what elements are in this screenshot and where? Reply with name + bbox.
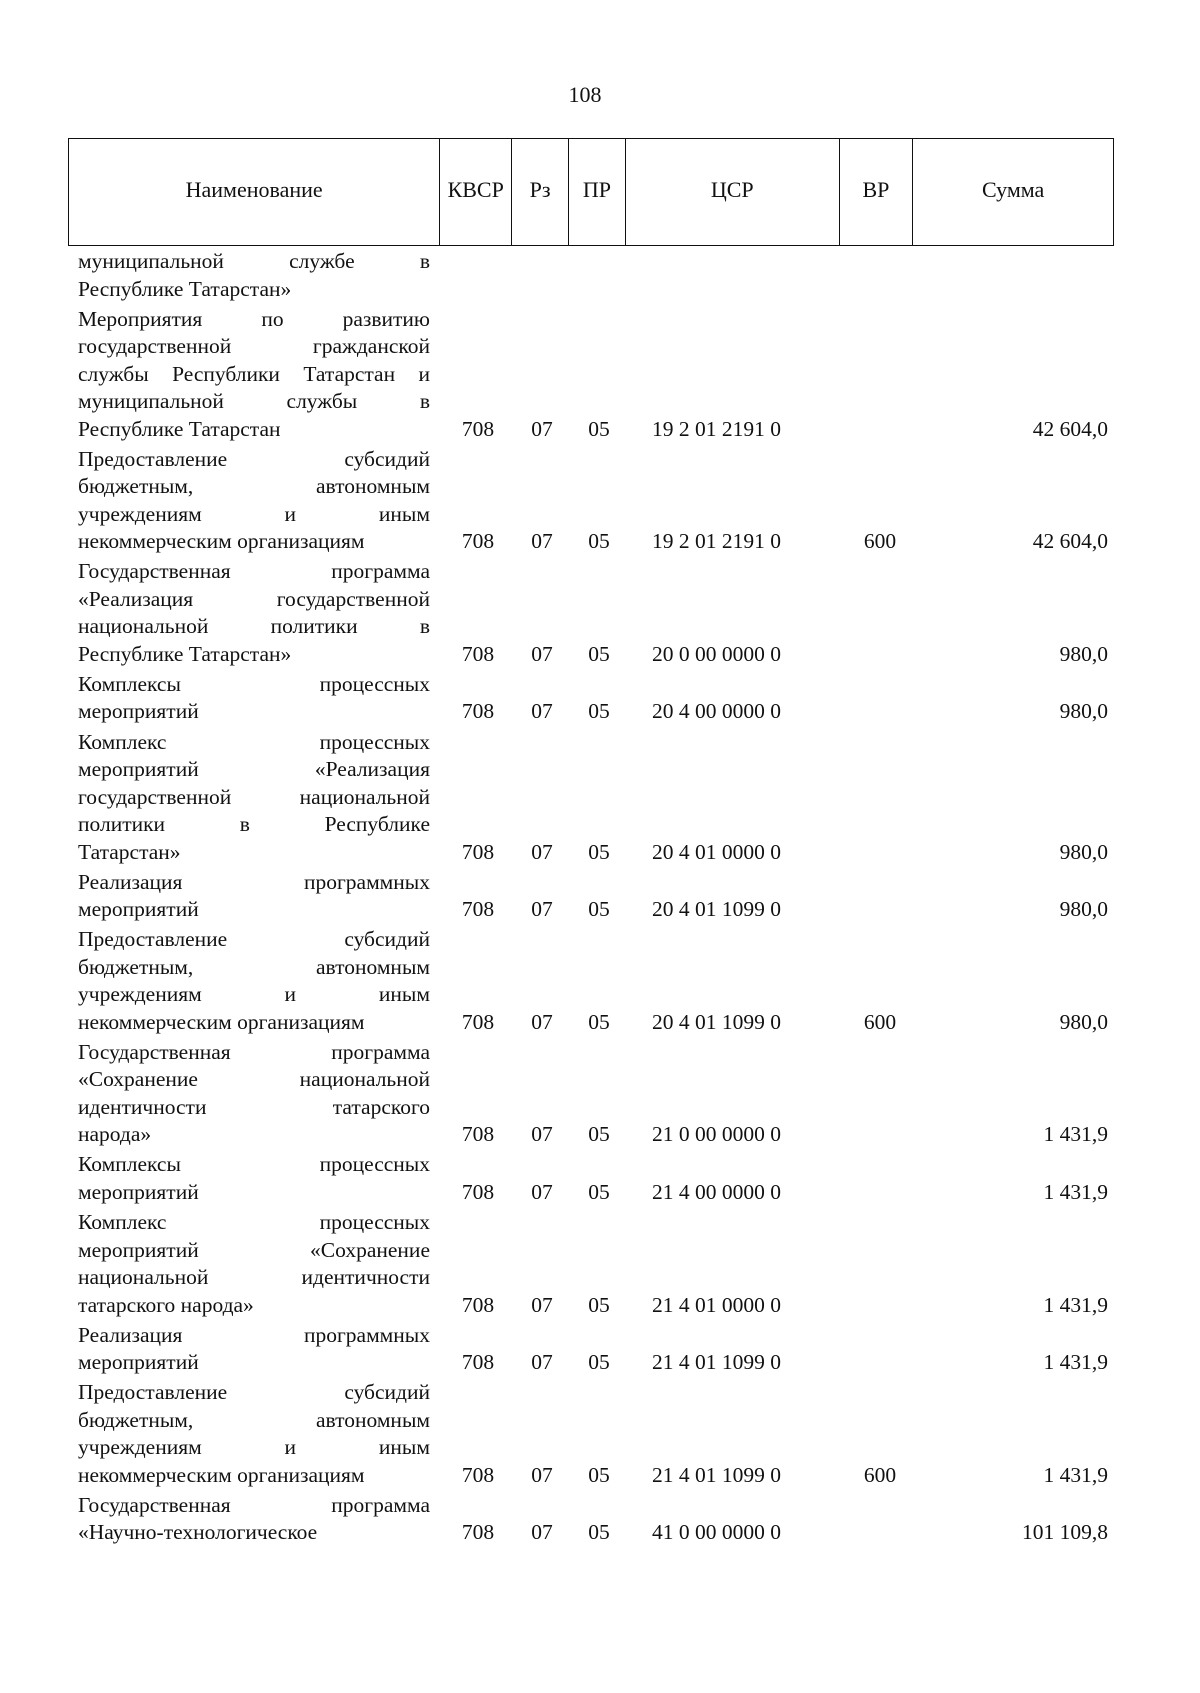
row-name-line: политики в Республике: [78, 812, 430, 836]
row-name-line: муниципальной службы в: [78, 389, 430, 414]
row-kvsr: 708: [461, 1009, 495, 1034]
row-rz: 07: [531, 699, 553, 724]
header-pr: ПР: [569, 139, 626, 245]
row-name-line: муниципальной службе в: [78, 249, 430, 273]
row-kvsr: 708: [461, 1520, 495, 1545]
row-name-line: Республике Татарстан: [78, 416, 281, 441]
row-name: [78, 926, 430, 1036]
row-pr: 05: [588, 1179, 610, 1204]
row-name: [78, 1039, 430, 1149]
row-name-line: Республике Татарстан»: [78, 276, 292, 301]
row-name-line: службы Республики Татарстан и: [78, 361, 430, 386]
row-name-line: учреждениям и иным: [78, 501, 430, 526]
row-name-line: Предоставление субсидий: [78, 927, 430, 952]
row-rz: 07: [531, 416, 553, 441]
row-pr: 05: [588, 529, 610, 554]
row-csr: 20 4 01 0000 0: [652, 839, 781, 864]
row-name-line: учреждениям и иным: [78, 1435, 430, 1460]
row-rz: 07: [531, 897, 553, 922]
row-csr: 21 4 01 1099 0: [652, 1350, 781, 1375]
row-pr: 05: [588, 699, 610, 724]
row-name-line: Государственная программа: [78, 559, 430, 584]
row-csr: 21 4 01 1099 0: [652, 1462, 781, 1487]
row-name: [78, 248, 430, 303]
row-sum: 980,0: [1059, 897, 1108, 922]
row-name-line: мероприятий: [78, 897, 199, 922]
row-pr: 05: [588, 1462, 610, 1487]
row-name-line: бюджетным, автономным: [78, 1407, 430, 1432]
row-name-line: государственной национальной: [78, 784, 430, 809]
row-kvsr: 708: [461, 1350, 495, 1375]
row-name-line: татарского народа»: [78, 1292, 254, 1317]
row-pr: 05: [588, 1009, 610, 1034]
header-name: Наименование: [69, 139, 440, 245]
row-kvsr: 708: [461, 699, 495, 724]
row-csr: 19 2 01 2191 0: [652, 416, 781, 441]
row-csr: 21 4 00 0000 0: [652, 1179, 781, 1204]
row-name-line: Государственная программа: [78, 1039, 430, 1064]
row-kvsr: 708: [461, 529, 495, 554]
row-csr: 20 4 00 0000 0: [652, 699, 781, 724]
row-name-line: мероприятий: [78, 1179, 199, 1204]
row-csr: 21 4 01 0000 0: [652, 1292, 781, 1317]
row-name-line: идентичности татарского: [78, 1094, 430, 1119]
row-name-line: народа»: [78, 1122, 152, 1147]
row-rz: 07: [531, 1350, 553, 1375]
row-sum: 101 109,8: [1022, 1520, 1108, 1545]
row-rz: 07: [531, 641, 553, 666]
row-name-line: некоммерческим организациям: [78, 529, 365, 554]
row-vr: 600: [863, 1462, 897, 1487]
row-csr: 41 0 00 0000 0: [652, 1520, 781, 1545]
row-name-line: бюджетным, автономным: [78, 954, 430, 979]
row-name-line: мероприятий «Сохранение: [78, 1237, 430, 1262]
row-name: [78, 869, 430, 924]
row-csr: 20 4 01 1099 0: [652, 897, 781, 922]
row-name-line: некоммерческим организациям: [78, 1009, 365, 1034]
row-name-line: Комплекс процессных: [78, 1210, 430, 1234]
row-pr: 05: [588, 897, 610, 922]
row-name-line: Государственная программа: [78, 1492, 430, 1517]
row-sum: 1 431,9: [1043, 1292, 1108, 1317]
row-sum: 1 431,9: [1043, 1462, 1108, 1487]
row-name: [78, 1209, 430, 1319]
row-name-line: Республике Татарстан»: [78, 641, 292, 666]
row-rz: 07: [531, 1009, 553, 1034]
row-name-line: Предоставление субсидий: [78, 1380, 430, 1405]
row-name-line: Комплексы процессных: [78, 1152, 430, 1177]
row-name-line: мероприятий «Реализация: [78, 757, 430, 781]
row-sum: 1 431,9: [1043, 1122, 1108, 1147]
row-csr: 20 4 01 1099 0: [652, 1009, 781, 1034]
row-name-line: бюджетным, автономным: [78, 474, 430, 499]
header-rz: Рз: [512, 139, 569, 245]
row-name: [78, 1492, 430, 1547]
row-vr: 600: [863, 1009, 897, 1034]
row-name-line: мероприятий: [78, 1350, 199, 1375]
row-kvsr: 708: [461, 641, 495, 666]
row-name-line: Предоставление субсидий: [78, 446, 430, 471]
row-rz: 07: [531, 1179, 553, 1204]
row-kvsr: 708: [461, 839, 495, 864]
row-name-line: «Реализация государственной: [78, 586, 430, 611]
row-pr: 05: [588, 416, 610, 441]
row-sum: 1 431,9: [1043, 1350, 1108, 1375]
row-csr: 19 2 01 2191 0: [652, 529, 781, 554]
row-kvsr: 708: [461, 1462, 495, 1487]
row-name-line: Комплекс процессных: [78, 729, 430, 754]
row-vr: 600: [863, 529, 897, 554]
row-name-line: «Научно-технологическое: [78, 1520, 318, 1545]
row-pr: 05: [588, 641, 610, 666]
header-sum: Сумма: [982, 177, 1045, 202]
row-rz: 07: [531, 1462, 553, 1487]
row-name: [78, 306, 430, 444]
row-name-line: мероприятий: [78, 699, 199, 724]
row-pr: 05: [588, 1292, 610, 1317]
row-kvsr: 708: [461, 1179, 495, 1204]
row-rz: 07: [531, 1122, 553, 1147]
row-kvsr: 708: [461, 416, 495, 441]
row-csr: 20 0 00 0000 0: [652, 641, 781, 666]
row-name-line: национальной политики в: [78, 614, 430, 639]
row-name-line: учреждениям и иным: [78, 982, 430, 1007]
row-name: [78, 1379, 430, 1489]
row-name-line: Мероприятия по развитию: [78, 306, 430, 331]
row-kvsr: 708: [461, 1122, 495, 1147]
row-pr: 05: [588, 1350, 610, 1375]
row-name-line: «Сохранение национальной: [78, 1067, 430, 1092]
row-name: [78, 558, 430, 668]
table-header: [68, 138, 1114, 246]
row-sum: 980,0: [1059, 699, 1108, 724]
row-sum: 1 431,9: [1043, 1179, 1108, 1204]
header-kvsr: КВСР: [440, 139, 512, 245]
row-name: [78, 671, 430, 726]
row-rz: 07: [531, 1520, 553, 1545]
row-rz: 07: [531, 1292, 553, 1317]
row-name: [78, 729, 430, 867]
row-sum: 42 604,0: [1032, 416, 1108, 441]
row-pr: 05: [588, 839, 610, 864]
row-name-line: Комплексы процессных: [78, 671, 430, 696]
header-csr: ЦСР: [626, 139, 840, 245]
row-name-line: Реализация программных: [78, 1322, 430, 1347]
row-name: [78, 1322, 430, 1377]
row-kvsr: 708: [461, 897, 495, 922]
row-sum: 980,0: [1059, 641, 1108, 666]
row-name-line: национальной идентичности: [78, 1265, 430, 1289]
row-pr: 05: [588, 1122, 610, 1147]
header-vr: ВР: [840, 139, 914, 245]
row-sum: 980,0: [1059, 1009, 1108, 1034]
row-name-line: Татарстан»: [78, 839, 181, 864]
page-number: 108: [568, 82, 602, 107]
row-csr: 21 0 00 0000 0: [652, 1122, 781, 1147]
row-rz: 07: [531, 839, 553, 864]
row-kvsr: 708: [461, 1292, 495, 1317]
row-sum: 42 604,0: [1032, 529, 1108, 554]
row-pr: 05: [588, 1520, 610, 1545]
row-rz: 07: [531, 529, 553, 554]
row-name-line: некоммерческим организациям: [78, 1462, 365, 1487]
row-name-line: государственной гражданской: [78, 334, 430, 359]
row-name: [78, 1151, 430, 1206]
row-name-line: Реализация программных: [78, 869, 430, 894]
row-name: [78, 446, 430, 556]
row-sum: 980,0: [1059, 839, 1108, 864]
